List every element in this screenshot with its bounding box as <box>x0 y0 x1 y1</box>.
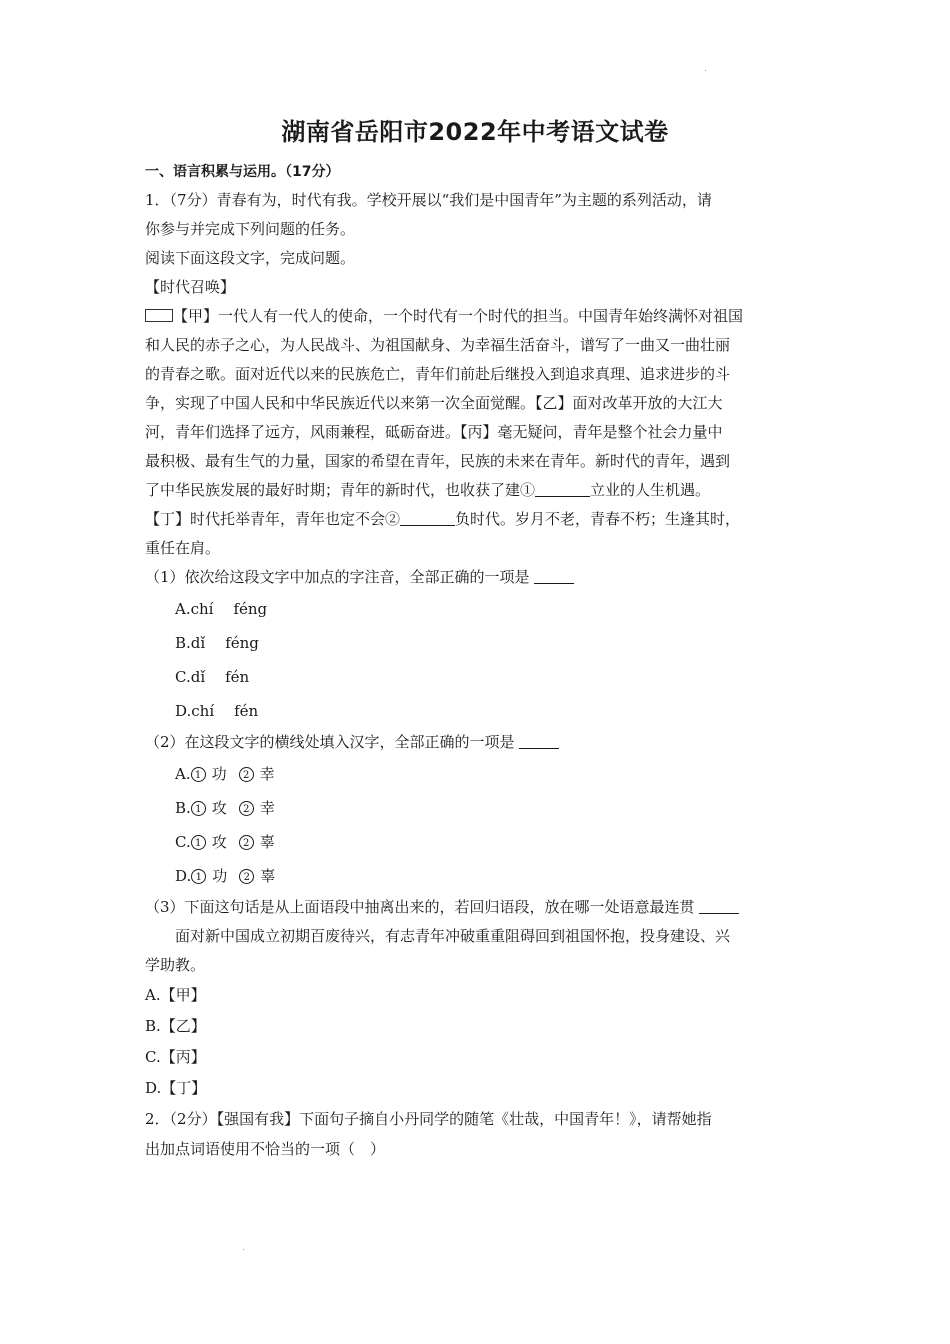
scan-dot <box>705 70 706 71</box>
passage-line: 争，实现了中国人民和中华民族近代以来第一次全面觉醒。【乙】面对改革开放的大江大 <box>145 394 723 412</box>
fill-blank-1[interactable] <box>535 481 590 497</box>
q1-intro-cont: 你参与并完成下列问题的任务。 <box>145 220 356 238</box>
fill-blank-2[interactable] <box>400 510 455 526</box>
sub-question-1: （1）依次给这段文字中加点的字注音，全部正确的一项是 <box>145 563 807 592</box>
exam-content <box>145 158 807 1164</box>
passage-line: 最积极、最有生气的力量，国家的希望在青年，民族的未来在青年。新时代的青年，遇到 <box>145 452 731 470</box>
option-a[interactable]: A.chí féng <box>175 600 268 618</box>
q1-read-instruction: 阅读下面这段文字，完成问题。 <box>145 249 356 267</box>
passage-line: 【丁】时代托举青年，青年也定不会② 负时代。岁月不老，青春不朽；生逢其时， <box>145 510 741 528</box>
option-d[interactable]: D. 1 功 2 辜 <box>175 867 276 885</box>
option-d[interactable]: D.chí fén <box>175 702 259 720</box>
q2-stem-cont: 出加点词语使用不恰当的一项（ ） <box>145 1140 386 1158</box>
passage-line: 重任在肩。 <box>145 539 221 557</box>
passage-heading: 【时代召唤】 <box>145 278 236 296</box>
answer-blank[interactable] <box>534 568 574 584</box>
extracted-sentence-cont: 学助教。 <box>145 956 206 974</box>
option-a[interactable]: A. 1 功 2 幸 <box>175 765 275 783</box>
section-heading: 一、语言积累与运用。（17分） <box>145 164 340 180</box>
q1-intro: 1．（7分）青春有为，时代有我。学校开展以“我们是中国青年”为主题的系列活动，请 <box>145 191 712 209</box>
passage-line: 【甲】一代人有一代人的使命，一个时代有一个时代的担当。中国青年始终满怀对祖国 <box>145 302 807 331</box>
option-b[interactable]: B. 1 攻 2 幸 <box>175 799 275 817</box>
missing-glyph-boxes <box>145 309 173 322</box>
extracted-sentence: 面对新中国成立初期百废待兴，有志青年冲破重重阻碍回到祖国怀抱，投身建设、兴 <box>175 927 731 945</box>
sub-question-2: （2）在这段文字的横线处填入汉字，全部正确的一项是 <box>145 728 807 757</box>
option-b[interactable]: B.dǐ féng <box>175 634 259 652</box>
option-d[interactable]: D.【丁】 <box>145 1079 207 1097</box>
option-a[interactable]: A.【甲】 <box>145 986 206 1004</box>
scan-dot <box>243 1249 244 1250</box>
q2-stem: 2．（2分）【强国有我】下面句子摘自小丹同学的随笔《壮哉，中国青年！》，请帮她指 <box>145 1110 712 1128</box>
sub-question-3: （3）下面这句话是从上面语段中抽离出来的，若回归语段，放在哪一处语意最连贯 <box>145 893 807 922</box>
page-title: 湖南省岳阳市2022年中考语文试卷 <box>281 118 669 146</box>
option-b[interactable]: B.【乙】 <box>145 1017 206 1035</box>
option-c[interactable]: C. 1 攻 2 辜 <box>175 833 275 851</box>
option-c[interactable]: C.【丙】 <box>145 1048 206 1066</box>
option-c[interactable]: C.dǐ fén <box>175 668 250 686</box>
passage-line: 河，青年们选择了远方，风雨兼程，砥砺奋进。【丙】毫无疑问，青年是整个社会力量中 <box>145 423 723 441</box>
passage-line: 的青春之歌。面对近代以来的民族危亡，青年们前赴后继投入到追求真理、追求进步的斗 <box>145 365 731 383</box>
answer-blank[interactable] <box>699 898 739 914</box>
answer-blank[interactable] <box>519 733 559 749</box>
passage-line: 和人民的赤子之心，为人民战斗、为祖国献身、为幸福生活奋斗，谱写了一曲又一曲壮丽 <box>145 336 731 354</box>
passage-line: 了中华民族发展的最好时期；青年的新时代，也收获了建① 立业的人生机遇。 <box>145 481 711 499</box>
